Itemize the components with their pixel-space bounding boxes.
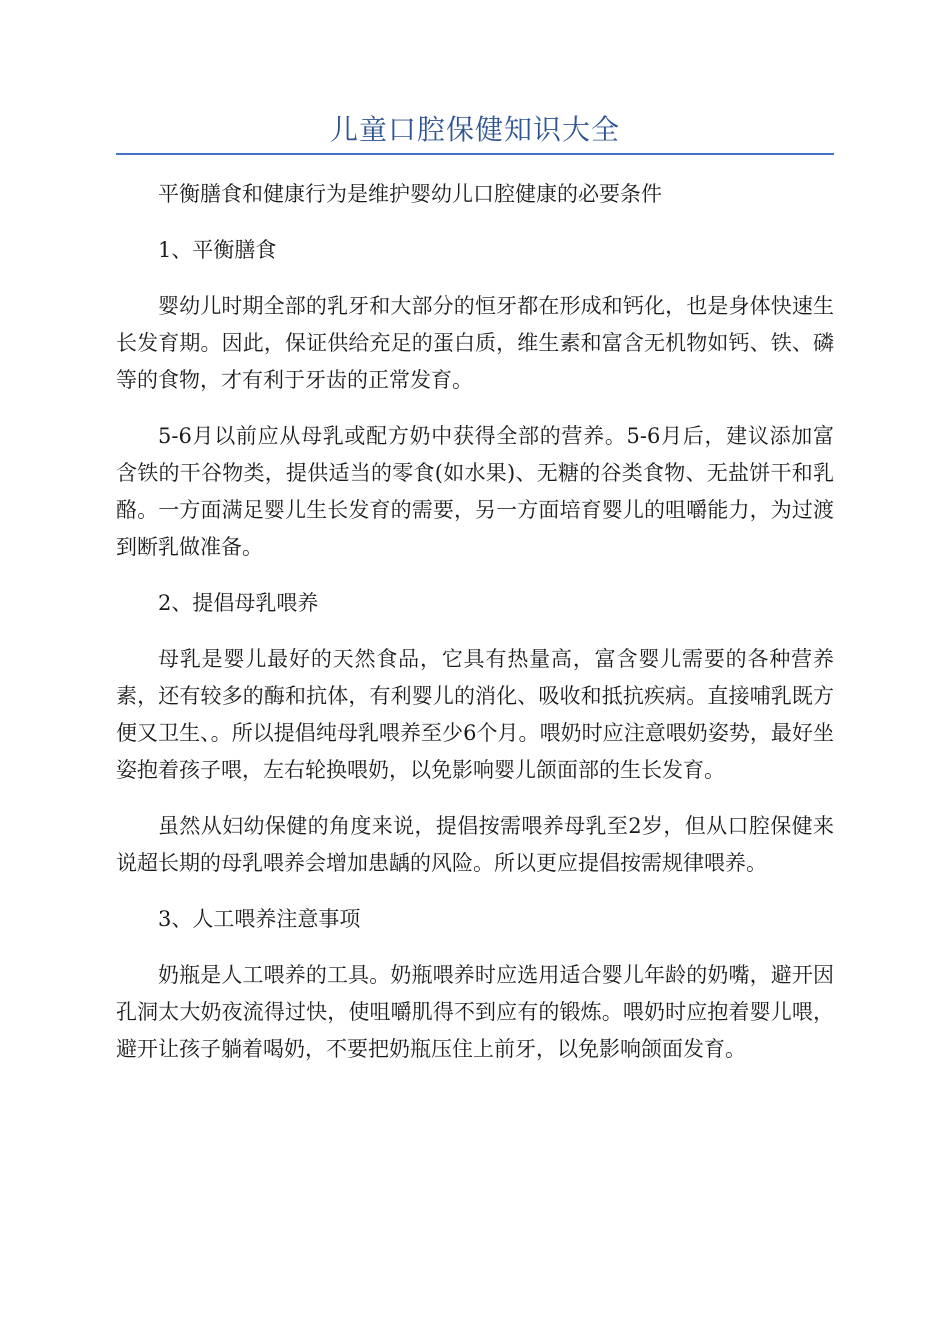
title-underline (116, 153, 834, 155)
body-paragraph: 虽然从妇幼保健的角度来说，提倡按需喂养母乳至2岁，但从口腔保健来说超长期的母乳喂养会增加患龋的风险。所以更应提倡按需规律喂养。 (116, 814, 834, 875)
section-heading-artificial-feeding: 3、人工喂养注意事项 (158, 907, 361, 931)
body-paragraph: 5-6月以前应从母乳或配方奶中获得全部的营养。5-6月后，建议添加富含铁的干谷物类，提供适当的零食(如水果)、无糖的谷类食物、无盐饼干和乳酪。一方面满足婴儿生长发育的需要，另一方面培育婴儿的咀嚼能力，为过渡到断乳做准备。 (116, 424, 834, 559)
body-paragraph: 母乳是婴儿最好的天然食品，它具有热量高，富含婴儿需要的各种营养素，还有较多的酶和抗体，有利婴儿的消化、吸收和抵抗疾病。直接哺乳既方便又卫生、。所以提倡纯母乳喂养至少6个月。喂奶时应注意喂奶姿势，最好坐姿抱着孩子喂，左右轮换喂奶，以免影响婴儿颌面部的生长发育。 (116, 647, 834, 782)
body-paragraph: 婴幼儿时期全部的乳牙和大部分的恒牙都在形成和钙化，也是身体快速生长发育期。因此，保证供给充足的蛋白质，维生素和富含无机物如钙、铁、磷等的食物，才有利于牙齿的正常发育。 (116, 294, 834, 392)
document-body (116, 176, 834, 1087)
body-paragraph: 奶瓶是人工喂养的工具。奶瓶喂养时应选用适合婴儿年龄的奶嘴，避开因孔洞太大奶夜流得过快，使咀嚼肌得不到应有的锻炼。喂奶时应抱着婴儿喂，避开让孩子躺着喝奶，不要把奶瓶压住上前牙，以免影响颌面发育。 (116, 963, 834, 1061)
section-heading-balanced-diet: 1、平衡膳食 (158, 238, 277, 262)
document-title: 儿童口腔保健知识大全 (329, 113, 620, 146)
section-heading-breastfeeding: 2、提倡母乳喂养 (158, 591, 319, 615)
intro-paragraph: 平衡膳食和健康行为是维护婴幼儿口腔健康的必要条件 (158, 182, 662, 206)
